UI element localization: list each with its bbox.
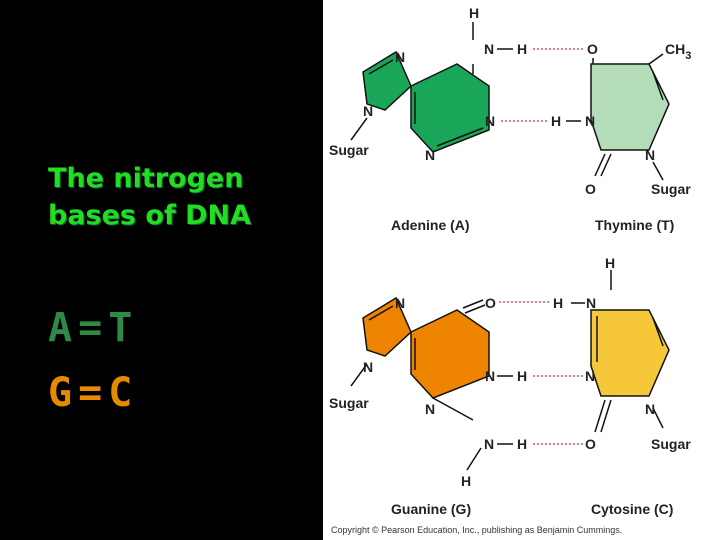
atom-label: N bbox=[645, 147, 656, 163]
atom-label: N bbox=[585, 113, 596, 129]
atom-label: N bbox=[363, 103, 374, 119]
cytosine-co-bond bbox=[595, 400, 605, 432]
cytosine-sugar: Sugar bbox=[651, 436, 691, 452]
cytosine-caption: Cytosine (C) bbox=[591, 501, 674, 517]
atom-label: N bbox=[585, 368, 596, 384]
title-line-1: The nitrogen bbox=[48, 163, 244, 194]
pair-at-left: A bbox=[48, 305, 79, 351]
atom-label: O bbox=[587, 41, 598, 57]
diagram-svg bbox=[323, 0, 720, 540]
atom-label: N bbox=[425, 401, 436, 417]
atom-label: N bbox=[363, 359, 374, 375]
pair-at-right: T bbox=[108, 305, 139, 351]
atom-label: H bbox=[517, 436, 528, 452]
cytosine-ring bbox=[591, 310, 669, 396]
atom-label: H bbox=[469, 5, 480, 21]
copyright-credit: Copyright © Pearson Education, Inc., publishing as Benjamin Cummings. bbox=[331, 525, 623, 535]
atom-label: H bbox=[517, 368, 528, 384]
atom-label: H bbox=[605, 255, 616, 271]
atom-label: N bbox=[485, 113, 496, 129]
pair-at-bond: = bbox=[78, 305, 109, 351]
atom-label: N bbox=[485, 368, 496, 384]
atom-label: O bbox=[485, 295, 496, 311]
adenine-sugar-bond bbox=[351, 118, 367, 140]
guanine-amine-h-bond bbox=[467, 448, 481, 470]
atom-label: N bbox=[395, 295, 406, 311]
pair-gc-right: C bbox=[108, 370, 139, 416]
adenine-six-ring bbox=[411, 64, 489, 152]
cytosine-co-bond bbox=[601, 400, 611, 432]
atom-label: N bbox=[484, 436, 495, 452]
atom-label: N bbox=[425, 147, 436, 163]
thymine-ch3-bond bbox=[649, 54, 663, 64]
base-pair-diagram bbox=[323, 0, 720, 540]
guanine-amine-bond bbox=[433, 398, 473, 420]
atom-label: N bbox=[395, 49, 406, 65]
pair-a-t bbox=[48, 305, 138, 351]
thymine-sugar: Sugar bbox=[651, 181, 691, 197]
guanine-sugar: Sugar bbox=[329, 395, 369, 411]
atom-label: H bbox=[461, 473, 472, 489]
adenine-sugar: Sugar bbox=[329, 142, 369, 158]
adenine-caption: Adenine (A) bbox=[391, 217, 470, 233]
atom-label: H bbox=[517, 41, 528, 57]
thymine-co2-bond bbox=[601, 154, 611, 176]
guanine-caption: Guanine (G) bbox=[391, 501, 472, 517]
pair-g-c bbox=[48, 370, 138, 416]
atom-label: O bbox=[585, 436, 596, 452]
atom-label: N bbox=[645, 401, 656, 417]
thymine-caption: Thymine (T) bbox=[595, 217, 675, 233]
slide-title bbox=[48, 160, 318, 234]
atom-label: N bbox=[586, 295, 597, 311]
thymine-co2-bond bbox=[595, 154, 605, 176]
thymine-sugar-bond bbox=[653, 162, 663, 180]
atom-label: O bbox=[585, 181, 596, 197]
atom-label: $CH_3$ bbox=[665, 41, 692, 62]
pair-gc-left: G bbox=[48, 370, 79, 416]
thymine-ring bbox=[591, 64, 669, 150]
title-line-2: bases of DNA bbox=[48, 200, 252, 231]
guanine-six-ring bbox=[411, 310, 489, 398]
atom-label: N bbox=[484, 41, 495, 57]
pair-gc-bond: = bbox=[78, 370, 109, 416]
atom-label: H bbox=[553, 295, 564, 311]
atom-label: H bbox=[551, 113, 562, 129]
